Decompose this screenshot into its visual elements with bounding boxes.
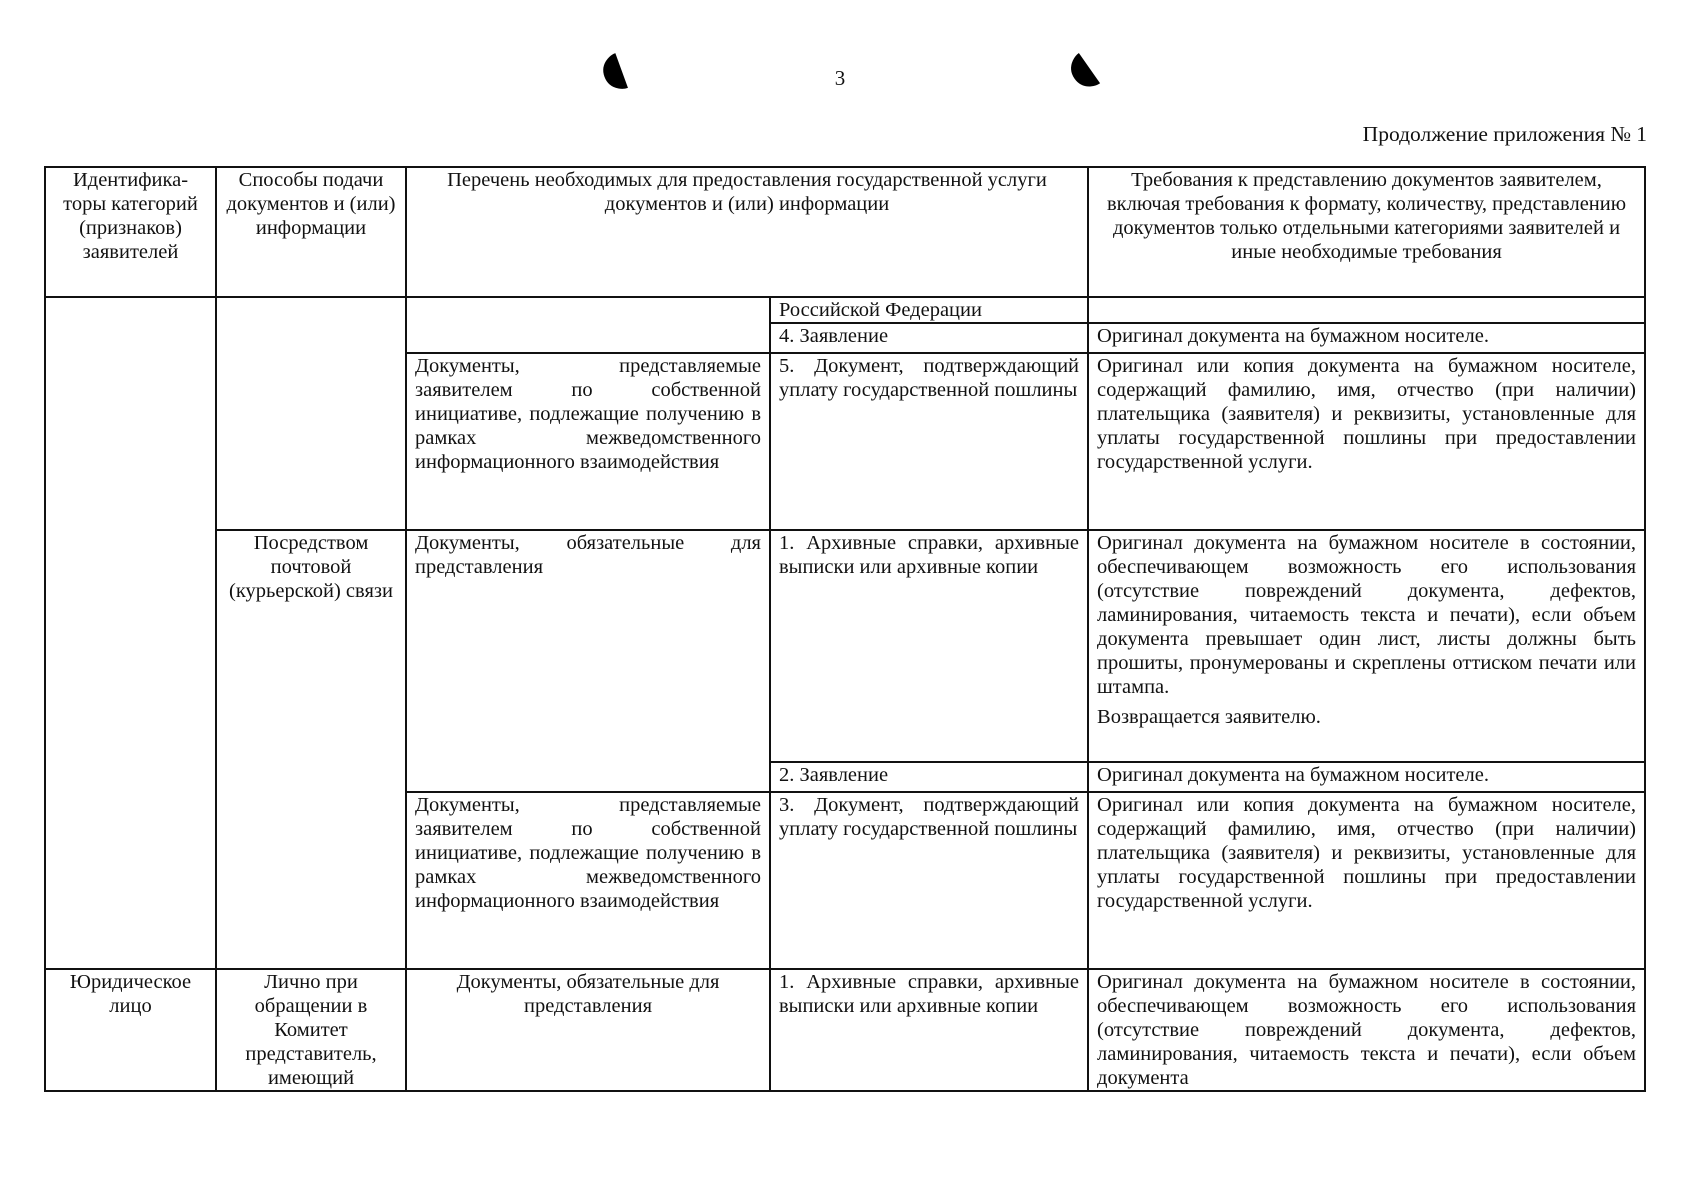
header-method: Способы подачи документов и (или) информации xyxy=(216,167,406,297)
method-cell: Лично при обращении в Комитет представитель, имеющий xyxy=(216,969,406,1091)
doc-cell: 1. Архивные справки, архивные выписки или архивные копии xyxy=(770,969,1088,1091)
method-cell: Посредством почтовой (курьерской) связи xyxy=(216,530,406,969)
doc-cell: 5. Документ, подтверждающий уплату государственной пошлины xyxy=(770,353,1088,530)
doc-cell: Российской Федерации xyxy=(770,297,1088,323)
req-cell: Оригинал документа на бумажном носителе. xyxy=(1088,323,1645,353)
category-cell: Юридическое лицо xyxy=(45,969,216,1091)
group-cell: Документы, представляемые заявителем по собственной инициативе, подлежащие получению в рамках межведомственного информационного взаимодействия xyxy=(406,792,770,969)
doc-cell: 1. Архивные справки, архивные выписки или архивные копии xyxy=(770,530,1088,762)
method-cell-empty xyxy=(216,297,406,530)
scan-mark-left: ◖ xyxy=(591,39,635,101)
req-cell: Оригинал или копия документа на бумажном носителе, содержащий фамилию, имя, отчество (при наличии) плательщика (заявителя) и реквизиты, установленные для уплаты государственной пошлины при предоставлении государственной услуги. xyxy=(1088,353,1645,530)
req-note: Возвращается заявителю. xyxy=(1097,706,1321,728)
req-cell-empty xyxy=(1088,297,1645,323)
header-category: Идентифика-торы категорий (признаков) заявителей xyxy=(45,167,216,297)
group-cell: Документы, обязательные для представления xyxy=(406,969,770,1091)
table-row xyxy=(45,530,1645,762)
group-cell: Документы, представляемые заявителем по собственной инициативе, подлежащие получению в рамках межведомственного информационного взаимодействия xyxy=(406,353,770,530)
doc-cell: 2. Заявление xyxy=(770,762,1088,792)
scan-mark-right: ◖ xyxy=(1054,39,1108,101)
header-documents: Перечень необходимых для предоставления государственной услуги документов и (или) информации xyxy=(406,167,1088,297)
req-cell: Оригинал документа на бумажном носителе в состоянии, обеспечивающем возможность его использования (отсутствие повреждений документа, дефектов, ламинирования, читаемость текста и печати), если объем документа xyxy=(1088,969,1645,1091)
doc-cell: 3. Документ, подтверждающий уплату государственной пошлины xyxy=(770,792,1088,969)
header-requirements: Требования к представлению документов заявителем, включая требования к формату, количеству, представлению документов только отдельными категориями заявителей и иные необходимые требования xyxy=(1088,167,1645,297)
req-cell: Оригинал или копия документа на бумажном носителе, содержащий фамилию, имя, отчество (при наличии) плательщика (заявителя) и реквизиты, установленные для уплаты государственной пошлины при предоставлении государственной услуги. xyxy=(1088,792,1645,969)
table-row xyxy=(45,969,1645,1091)
req-cell: Оригинал документа на бумажном носителе. xyxy=(1088,762,1645,792)
table-header-row xyxy=(45,167,1645,297)
group-cell: Документы, обязательные для представления xyxy=(406,530,770,792)
page-number: 3 xyxy=(834,66,846,90)
documents-table xyxy=(44,166,1646,1092)
table-row xyxy=(45,297,1645,323)
appendix-caption: Продолжение приложения № 1 xyxy=(1362,122,1647,146)
category-cell-empty xyxy=(45,297,216,969)
group-cell-empty xyxy=(406,297,770,353)
req-text: Оригинал документа на бумажном носителе в состоянии, обеспечивающем возможность его использования (отсутствие повреждений документа, дефектов, ламинирования, читаемость текста и печати), если объем документа превышает один лист, листы должны быть прошиты, пронумерованы и скреплены оттиском печати или штампа. xyxy=(1097,532,1637,698)
req-cell xyxy=(1088,530,1645,762)
doc-cell: 4. Заявление xyxy=(770,323,1088,353)
